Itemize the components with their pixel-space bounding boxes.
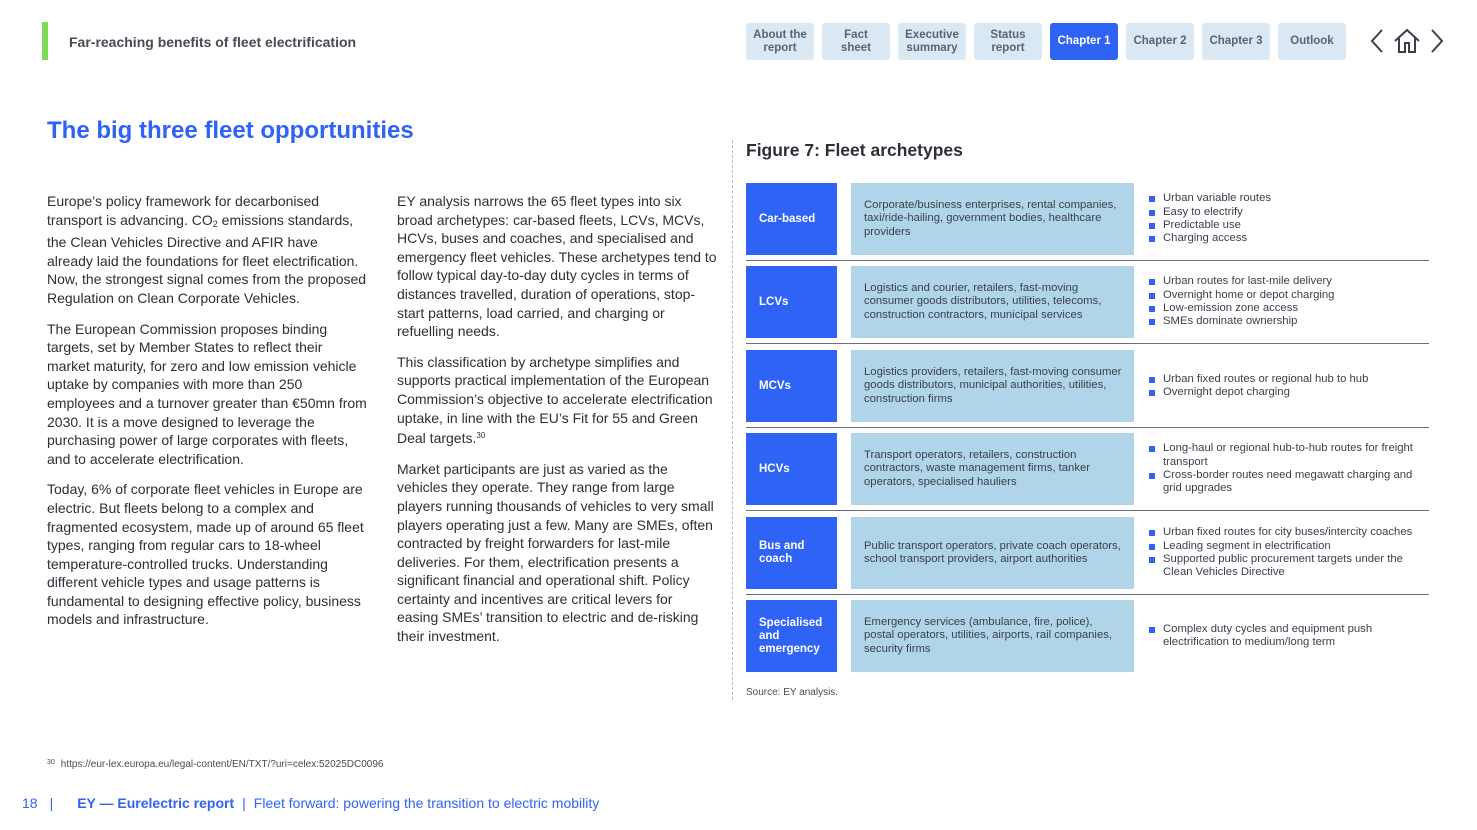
trait-item: SMEs dominate ownership xyxy=(1148,315,1431,328)
trait-item: Easy to electrify xyxy=(1148,206,1431,219)
archetype-traits xyxy=(1148,517,1431,589)
row-divider xyxy=(746,427,1429,428)
tab-label: Chapter 3 xyxy=(1209,35,1263,47)
tab-fact-sheet[interactable] xyxy=(822,23,890,60)
paragraph: Europe’s policy framework for decarbonised transport is advancing. $CO_2$ emissions standards, the Clean Vehicles Directive and AFIR have already laid the foundations for fleet electrification. Now, the strongest signal comes from the proposed Regulation on Clean Corporate Vehicles. xyxy=(47,193,367,306)
home-button[interactable] xyxy=(1393,27,1421,55)
archetype-row xyxy=(746,600,1429,672)
row-divider xyxy=(746,260,1429,261)
tab-label: Outlook xyxy=(1290,35,1334,47)
chevron-left-icon xyxy=(1369,28,1385,54)
footer-brand: EY — Eurelectric report xyxy=(77,795,235,811)
archetype-traits xyxy=(1148,266,1431,338)
archetype-operators: Logistics and courier, retailers, fast-moving consumer goods distributors, utilities, telecoms, construction contractors, municipal services xyxy=(851,266,1134,338)
trait-item: Charging access xyxy=(1148,232,1431,245)
section-nav xyxy=(746,23,1346,60)
paragraph: Market participants are just as varied as the vehicles they operate. They range from large players running thousands of vehicles to very small players operating just a few. Many are SMEs, often contracted by freight forwarders for last-mile deliveries. For them, electrification presents a significant financial and operational shift. Policy certainty and incentives are critical levers for easing SMEs’ transition to electric and de-risking their investment. xyxy=(397,460,714,645)
archetype-label: LCVs xyxy=(746,266,837,338)
archetype-label: MCVs xyxy=(746,350,837,422)
trait-item: Urban routes for last-mile delivery xyxy=(1148,275,1431,288)
tab-label: Fact sheet xyxy=(840,28,872,54)
header-accent-bar xyxy=(42,22,48,60)
trait-item: Leading segment in electrification xyxy=(1148,540,1431,553)
footer-subtitle: Fleet forward: powering the transition to electric mobility xyxy=(253,795,600,811)
tab-about-the-report[interactable] xyxy=(746,23,814,60)
paragraph: The European Commission proposes binding targets, set by Member States to reflect their market maturity, for zero and low emission vehicle uptake by companies with more than 250 employees and a turnover greater than €50mn from 2030. It is a move designed to leverage the purchasing power of large corporates with fleets, and to accelerate electrification. xyxy=(47,320,367,467)
footer-separator: | xyxy=(49,795,54,811)
row-divider xyxy=(746,594,1429,595)
page-number: 18 xyxy=(22,795,38,811)
archetype-traits xyxy=(1148,183,1431,255)
trait-item: Low-emission zone access xyxy=(1148,302,1431,315)
trait-item: Overnight home or depot charging xyxy=(1148,289,1431,302)
page-navigation-controls xyxy=(1363,27,1451,55)
paragraph: EY analysis narrows the 65 fleet types into six broad archetypes: car-based fleets, LCVs, MCVs, HCVs, buses and coaches, and specialised and emergency fleet vehicles. These archetypes tend to follow typical day-to-day duty cycles in terms of distances travelled, duration of operations, stop-start patterns, load carried, and charging or refuelling needs. xyxy=(397,193,717,340)
footer-bar: | xyxy=(242,795,246,811)
trait-item: Long-haul or regional hub-to-hub routes for freight transport xyxy=(1148,442,1431,469)
trait-item: Supported public procurement targets under the Clean Vehicles Directive xyxy=(1148,553,1431,580)
paragraph: Today, 6% of corporate fleet vehicles in Europe are electric. But fleets belong to a complex and fragmented ecosystem, made up of around 65 fleet types, ranging from regular cars to 18-wheel temperature-controlled trucks. Understanding different vehicle types and usage patterns is fundamental to designing effective policy, business models and infrastructure. xyxy=(47,481,364,628)
tab-label: Executive summary xyxy=(905,28,959,54)
page-footer xyxy=(22,795,599,811)
tab-label: About the report xyxy=(753,28,807,54)
archetype-label: Specialised and emergency xyxy=(746,600,837,672)
archetype-row xyxy=(746,183,1429,255)
home-icon xyxy=(1393,28,1421,54)
previous-page-button[interactable] xyxy=(1363,27,1391,55)
trait-item: Urban fixed routes or regional hub to hub xyxy=(1148,373,1431,386)
tab-status-report[interactable] xyxy=(974,23,1042,60)
tab-chapter-2[interactable] xyxy=(1126,23,1194,60)
tab-outlook[interactable] xyxy=(1278,23,1346,60)
tab-chapter-3[interactable] xyxy=(1202,23,1270,60)
footnote-number: 30 xyxy=(47,759,55,766)
row-divider xyxy=(746,343,1429,344)
archetype-traits xyxy=(1148,600,1431,672)
body-column-left xyxy=(47,192,367,641)
archetype-row xyxy=(746,517,1429,589)
chevron-right-icon xyxy=(1429,28,1445,54)
trait-item: Urban variable routes xyxy=(1148,192,1431,205)
figure-source: Source: EY analysis. xyxy=(746,687,839,698)
tab-chapter-1[interactable] xyxy=(1050,23,1118,60)
archetype-operators: Transport operators, retailers, construction contractors, waste management firms, tanker operators, specialised hauliers xyxy=(851,433,1134,505)
tab-label: Chapter 1 xyxy=(1057,35,1111,47)
archetype-operators: Corporate/business enterprises, rental companies, taxi/ride-hailing, government bodies, healthcare providers xyxy=(851,183,1134,255)
column-divider xyxy=(732,140,733,700)
page-title: The big three fleet opportunities xyxy=(47,117,414,144)
archetype-label: HCVs xyxy=(746,433,837,505)
trait-item: Cross-border routes need megawatt charging and grid upgrades xyxy=(1148,469,1431,496)
archetype-label: Bus and coach xyxy=(746,517,837,589)
header-title: Far-reaching benefits of fleet electrification xyxy=(69,34,357,50)
trait-item: Predictable use xyxy=(1148,219,1431,232)
trait-item: Complex duty cycles and equipment push electrification to medium/long term xyxy=(1148,623,1431,650)
archetype-row xyxy=(746,433,1429,505)
tab-executive-summary[interactable] xyxy=(898,23,966,60)
tab-label: Status report xyxy=(990,28,1026,54)
footnote-ref[interactable]: 30 xyxy=(476,431,486,441)
body-column-right xyxy=(397,192,717,658)
archetype-row xyxy=(746,266,1429,338)
archetype-row xyxy=(746,350,1429,422)
tab-label: Chapter 2 xyxy=(1133,35,1187,47)
figure-title: Figure 7: Fleet archetypes xyxy=(746,140,963,160)
archetype-operators: Public transport operators, private coach operators, school transport providers, airport authorities xyxy=(851,517,1134,589)
trait-item: Urban fixed routes for city buses/intercity coaches xyxy=(1148,526,1431,539)
paragraph: This classification by archetype simplifies and supports practical implementation of the European Commission’s objective to accelerate electrification uptake, in line with the EU’s Fit for 55 and Green Deal targets.$^{30}$ xyxy=(397,353,713,447)
archetype-operators: Emergency services (ambulance, fire, police), postal operators, utilities, airports, rail companies, security firms xyxy=(851,600,1134,672)
row-divider xyxy=(746,510,1429,511)
footnote-link[interactable]: https://eur-lex.europa.eu/legal-content/EN/TXT/?uri=celex:52025DC0096 xyxy=(60,759,384,770)
footnote xyxy=(47,759,383,770)
trait-item: Overnight depot charging xyxy=(1148,386,1431,399)
archetype-label: Car-based xyxy=(746,183,837,255)
archetype-operators: Logistics providers, retailers, fast-moving consumer goods distributors, municipal authorities, utilities, construction firms xyxy=(851,350,1134,422)
archetype-traits xyxy=(1148,350,1431,422)
archetype-traits xyxy=(1148,433,1431,505)
next-page-button[interactable] xyxy=(1423,27,1451,55)
